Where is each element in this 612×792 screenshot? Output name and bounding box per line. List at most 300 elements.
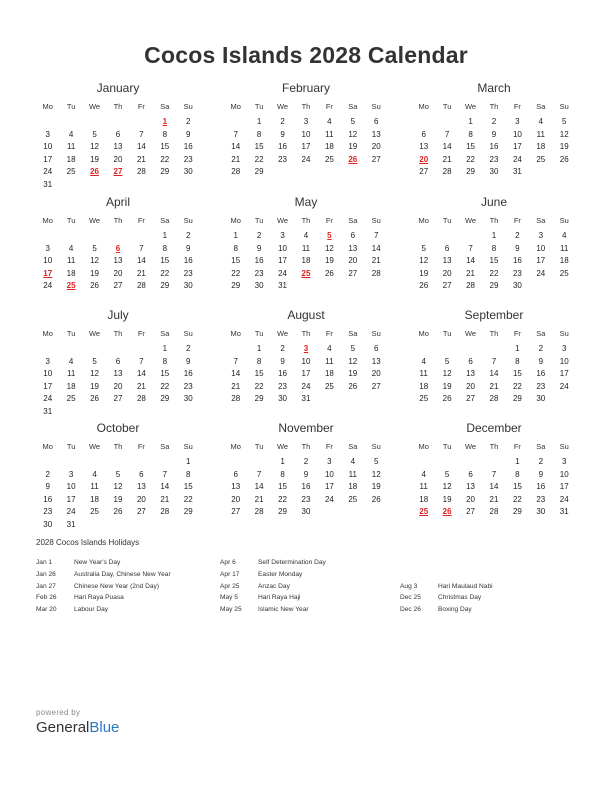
weekday-label: Fr [325, 329, 333, 338]
day-cell: 8 [491, 243, 497, 253]
empty-day-cell [294, 166, 317, 179]
month-name: September [464, 308, 524, 322]
day-cell: 18 [559, 256, 569, 265]
day-cell: 30 [301, 507, 311, 516]
weekday-label: Fr [137, 216, 145, 225]
day-cell: 31 [66, 519, 76, 529]
day-cell: 5 [350, 344, 356, 353]
day-cell: 31 [559, 507, 569, 516]
day-cell: 8 [515, 469, 520, 479]
day-cell: 6 [139, 469, 144, 479]
holiday-day-cell: 26 [442, 507, 452, 516]
empty-day-cell [435, 230, 458, 243]
month-june [412, 194, 576, 293]
week-row [36, 129, 200, 142]
day-cell: 28 [136, 394, 146, 403]
empty-day-cell [153, 406, 176, 419]
empty-day-cell [365, 393, 388, 406]
day-cell: 27 [466, 507, 475, 516]
weekday-header [412, 327, 576, 341]
month-name: August [287, 308, 325, 322]
day-cell: 23 [183, 381, 193, 391]
weekday-label: Mo [230, 216, 241, 225]
day-cell: 9 [280, 356, 285, 366]
week-row [36, 356, 200, 369]
day-cell: 4 [538, 117, 544, 126]
weekday-header [36, 327, 200, 341]
day-cell: 30 [536, 394, 546, 403]
empty-day-cell [130, 456, 153, 469]
day-cell: 26 [559, 154, 569, 164]
holiday-item [220, 557, 326, 569]
day-cell: 15 [254, 369, 264, 378]
day-cell: 17 [559, 369, 569, 378]
week-row [36, 166, 200, 179]
weekday-label: We [88, 442, 101, 451]
week-row [36, 268, 200, 281]
day-cell: 17 [301, 142, 311, 151]
weekday-label: We [464, 329, 477, 338]
weekday-label: Mo [42, 442, 53, 451]
day-cell: 5 [421, 243, 426, 253]
week-row [36, 368, 200, 381]
day-cell: 24 [43, 167, 53, 176]
day-cell: 22 [254, 154, 264, 164]
day-cell: 10 [43, 256, 53, 265]
month-july [36, 307, 200, 418]
holiday-day-cell: 26 [90, 167, 99, 176]
day-cell: 11 [560, 243, 569, 253]
day-cell: 13 [442, 256, 452, 265]
day-cell: 4 [68, 243, 74, 253]
empty-day-cell [153, 456, 176, 469]
weekday-label: Sa [536, 442, 546, 451]
day-cell: 21 [136, 268, 146, 278]
day-cell: 11 [66, 142, 76, 151]
week-row [36, 406, 200, 419]
empty-day-cell [224, 456, 247, 469]
day-cell: 14 [160, 482, 170, 491]
holiday-item [220, 581, 326, 593]
footer-brand [36, 708, 119, 736]
day-cell: 28 [254, 507, 264, 516]
week-row [412, 494, 576, 507]
day-cell: 16 [183, 142, 193, 151]
weekday-label: Sa [348, 216, 358, 225]
day-cell: 16 [536, 369, 546, 378]
empty-day-cell [130, 343, 153, 356]
day-cell: 23 [301, 494, 311, 504]
day-cell: 6 [421, 129, 426, 139]
weekday-label: Sa [160, 329, 170, 338]
day-cell: 10 [66, 482, 76, 491]
day-cell: 12 [90, 256, 99, 265]
day-cell: 2 [280, 117, 285, 126]
day-cell: 6 [233, 469, 238, 479]
day-cell: 12 [348, 129, 358, 139]
day-cell: 20 [113, 154, 123, 164]
week-row [412, 393, 576, 406]
empty-day-cell [153, 179, 176, 192]
day-cell: 1 [515, 457, 520, 466]
day-cell: 21 [254, 494, 264, 504]
day-cell: 4 [327, 344, 332, 353]
empty-day-cell [294, 280, 317, 293]
weekday-label: Su [371, 102, 381, 111]
day-cell: 30 [536, 507, 546, 516]
empty-day-cell [341, 393, 364, 406]
day-cell: 6 [374, 344, 379, 353]
day-cell: 27 [348, 268, 358, 278]
day-cell: 8 [233, 243, 238, 253]
empty-day-cell [412, 456, 435, 469]
empty-day-cell [365, 280, 388, 293]
empty-day-cell [412, 116, 435, 129]
weekday-label: Tu [254, 102, 264, 111]
day-cell: 24 [559, 381, 569, 391]
day-cell: 22 [278, 494, 287, 504]
day-cell: 7 [139, 243, 144, 253]
weekday-label: Tu [442, 329, 452, 338]
holiday-date: Apr 6 [220, 559, 236, 566]
holiday-day-cell: 25 [301, 268, 311, 278]
weekday-label: Mo [418, 329, 429, 338]
day-cell: 13 [113, 369, 123, 378]
weekday-label: Mo [42, 216, 53, 225]
holiday-day-cell: 26 [348, 154, 358, 164]
day-cell: 31 [278, 281, 287, 290]
day-cell: 27 [371, 154, 381, 164]
day-cell: 5 [444, 469, 450, 479]
weekday-label: Th [113, 102, 123, 111]
weekday-label: We [276, 329, 289, 338]
weekday-label: Th [301, 442, 311, 451]
day-cell: 19 [371, 482, 381, 491]
day-cell: 16 [183, 256, 193, 265]
day-cell: 16 [512, 256, 522, 265]
day-cell: 1 [186, 457, 191, 466]
day-cell: 21 [160, 494, 170, 504]
weekday-label: Su [183, 329, 193, 338]
day-cell: 21 [231, 381, 241, 391]
day-cell: 25 [66, 394, 76, 403]
weekday-label: Su [559, 442, 569, 451]
holiday-item [400, 604, 493, 616]
holiday-day-cell: 3 [303, 344, 309, 353]
weekday-label: Fr [137, 102, 145, 111]
day-cell: 13 [371, 129, 381, 139]
day-cell: 20 [371, 369, 381, 378]
day-cell: 7 [162, 469, 168, 479]
day-cell: 9 [256, 243, 262, 253]
day-cell: 6 [444, 243, 450, 253]
day-cell: 13 [371, 356, 381, 366]
day-cell: 12 [559, 129, 569, 139]
day-cell: 27 [113, 394, 123, 403]
day-cell: 25 [559, 268, 569, 278]
day-cell: 24 [536, 268, 546, 278]
weekday-label: Su [559, 216, 569, 225]
day-cell: 8 [162, 243, 168, 253]
empty-day-cell [435, 456, 458, 469]
weekday-label: Th [113, 329, 123, 338]
holiday-name: Islamic New Year [258, 606, 309, 614]
empty-day-cell [106, 519, 129, 532]
day-cell: 22 [160, 268, 170, 278]
day-cell: 16 [536, 482, 546, 491]
day-cell: 9 [538, 356, 544, 366]
day-cell: 19 [113, 494, 123, 504]
week-row [224, 469, 388, 482]
month-january [36, 80, 200, 191]
week-row [36, 243, 200, 256]
day-cell: 18 [536, 142, 546, 151]
empty-day-cell [412, 343, 435, 356]
day-cell: 27 [442, 281, 452, 290]
empty-day-cell [106, 116, 129, 129]
empty-day-cell [341, 166, 364, 179]
day-cell: 17 [66, 494, 76, 504]
week-row [224, 230, 388, 243]
empty-day-cell [106, 406, 129, 419]
day-cell: 4 [421, 356, 426, 366]
day-cell: 17 [536, 256, 546, 265]
week-row [36, 230, 200, 243]
day-cell: 11 [325, 356, 334, 366]
holiday-name: New Year's Day [74, 559, 121, 566]
day-cell: 3 [515, 117, 520, 126]
week-row [224, 268, 388, 281]
day-cell: 9 [515, 243, 520, 253]
weekday-label: Fr [137, 329, 145, 338]
day-cell: 13 [348, 243, 358, 253]
day-cell: 19 [90, 154, 99, 164]
day-cell: 16 [278, 369, 287, 378]
day-cell: 14 [136, 142, 146, 151]
day-cell: 8 [186, 469, 191, 479]
day-cell: 20 [466, 381, 475, 391]
day-cell: 6 [468, 469, 473, 479]
month-august [224, 307, 388, 406]
day-cell: 3 [562, 457, 567, 466]
day-cell: 20 [371, 142, 381, 151]
day-cell: 14 [442, 142, 452, 151]
weekday-label: Tu [442, 216, 452, 225]
month-name: March [477, 81, 511, 95]
day-cell: 29 [278, 507, 287, 516]
day-cell: 8 [468, 129, 473, 139]
holiday-item [220, 592, 326, 604]
weekday-label: Su [371, 442, 381, 451]
day-cell: 6 [374, 117, 379, 126]
generalblue-logo[interactable] [36, 719, 119, 736]
empty-day-cell [106, 343, 129, 356]
empty-day-cell [365, 166, 388, 179]
day-cell: 12 [371, 469, 381, 479]
day-cell: 8 [280, 469, 285, 479]
day-cell: 1 [491, 231, 497, 240]
holiday-name: Easter Monday [258, 570, 303, 578]
week-row [224, 343, 388, 356]
weekday-label: Su [183, 216, 193, 225]
day-cell: 14 [136, 369, 146, 378]
holiday-name: Christmas Day [438, 594, 482, 602]
month-may [224, 194, 388, 293]
day-cell: 5 [115, 469, 121, 479]
holiday-item [220, 604, 326, 616]
holiday-date: Apr 17 [220, 570, 240, 578]
empty-day-cell [83, 456, 106, 469]
empty-day-cell [459, 230, 482, 243]
day-cell: 10 [324, 469, 334, 479]
day-cell: 29 [512, 507, 522, 516]
weekday-label: Tu [66, 216, 76, 225]
week-row [224, 456, 388, 469]
holiday-day-cell: 6 [115, 243, 121, 253]
day-cell: 3 [280, 231, 285, 240]
day-cell: 3 [45, 356, 50, 366]
day-cell: 11 [348, 469, 357, 479]
powered-by-text: powered by [36, 708, 81, 717]
day-cell: 23 [489, 154, 499, 164]
day-cell: 12 [113, 482, 123, 491]
day-cell: 26 [324, 268, 334, 278]
day-cell: 11 [536, 129, 545, 139]
weekday-label: We [276, 216, 289, 225]
day-cell: 9 [538, 469, 544, 479]
week-row [224, 154, 388, 167]
day-cell: 4 [68, 129, 74, 139]
day-cell: 1 [468, 117, 473, 126]
day-cell: 15 [278, 482, 287, 491]
day-cell: 11 [66, 256, 76, 265]
week-row [224, 481, 388, 494]
day-cell: 25 [419, 394, 429, 403]
weekday-label: We [88, 329, 101, 338]
day-cell: 2 [538, 344, 544, 353]
weekday-header [412, 214, 576, 228]
empty-day-cell [435, 116, 458, 129]
week-row [412, 268, 576, 281]
week-row [36, 255, 200, 268]
day-cell: 10 [536, 243, 546, 253]
weekday-label: Mo [42, 329, 53, 338]
day-cell: 18 [324, 142, 334, 151]
day-cell: 23 [512, 268, 522, 278]
weekday-label: Fr [325, 102, 333, 111]
day-cell: 29 [160, 394, 170, 403]
day-cell: 25 [324, 381, 334, 391]
day-cell: 26 [90, 394, 99, 403]
week-row [412, 230, 576, 243]
day-cell: 23 [278, 154, 287, 164]
week-row [412, 129, 576, 142]
day-cell: 18 [419, 494, 429, 504]
empty-day-cell [318, 506, 341, 519]
day-cell: 24 [301, 381, 311, 391]
week-row [412, 255, 576, 268]
day-cell: 25 [90, 507, 99, 516]
day-cell: 24 [512, 154, 522, 164]
week-row [412, 154, 576, 167]
day-cell: 16 [254, 256, 264, 265]
weekday-label: Sa [160, 442, 170, 451]
day-cell: 4 [350, 457, 356, 466]
day-cell: 29 [231, 281, 241, 290]
day-cell: 5 [374, 457, 379, 466]
weekday-label: Fr [325, 216, 333, 225]
day-cell: 28 [371, 268, 381, 278]
empty-day-cell [130, 230, 153, 243]
day-cell: 9 [186, 356, 191, 366]
day-cell: 10 [559, 469, 569, 479]
day-cell: 3 [303, 117, 309, 126]
empty-day-cell [318, 393, 341, 406]
week-row [36, 154, 200, 167]
day-cell: 18 [66, 268, 76, 278]
day-cell: 29 [466, 167, 475, 176]
day-cell: 19 [419, 268, 429, 278]
day-cell: 25 [536, 154, 546, 164]
day-cell: 23 [183, 154, 193, 164]
empty-day-cell [83, 116, 106, 129]
day-cell: 19 [324, 256, 334, 265]
weekday-label: We [276, 442, 289, 451]
weekday-header [224, 327, 388, 341]
weekday-label: We [88, 216, 101, 225]
day-cell: 1 [233, 231, 238, 240]
empty-day-cell [177, 406, 200, 419]
day-cell: 15 [466, 142, 475, 151]
day-cell: 13 [466, 369, 475, 378]
day-cell: 15 [512, 482, 522, 491]
day-cell: 31 [43, 406, 53, 416]
weekday-label: Tu [442, 102, 452, 111]
weekday-label: We [276, 102, 289, 111]
holiday-name: Self Determination Day [258, 559, 326, 566]
day-cell: 18 [348, 482, 358, 491]
weekday-label: Th [489, 329, 499, 338]
day-cell: 8 [162, 356, 168, 366]
day-cell: 3 [327, 457, 332, 466]
weekday-label: Mo [230, 442, 241, 451]
day-cell: 29 [160, 167, 170, 176]
day-cell: 19 [348, 142, 358, 151]
empty-day-cell [36, 456, 59, 469]
week-row [224, 381, 388, 394]
page-title: Cocos Islands 2028 Calendar [144, 42, 468, 68]
day-cell: 21 [231, 154, 241, 164]
day-cell: 2 [186, 344, 191, 353]
day-cell: 2 [515, 231, 520, 240]
week-row [36, 381, 200, 394]
day-cell: 5 [92, 243, 97, 253]
holiday-column [36, 557, 171, 616]
day-cell: 26 [90, 281, 99, 290]
day-cell: 11 [419, 369, 428, 378]
day-cell: 7 [139, 356, 144, 366]
empty-day-cell [271, 166, 294, 179]
weekday-header [224, 214, 388, 228]
empty-day-cell [59, 179, 82, 192]
weekday-label: Sa [536, 216, 546, 225]
day-cell: 6 [468, 356, 473, 366]
day-cell: 12 [442, 369, 452, 378]
day-cell: 4 [303, 231, 309, 240]
day-cell: 30 [254, 281, 264, 290]
day-cell: 10 [278, 243, 287, 253]
day-cell: 18 [324, 369, 334, 378]
